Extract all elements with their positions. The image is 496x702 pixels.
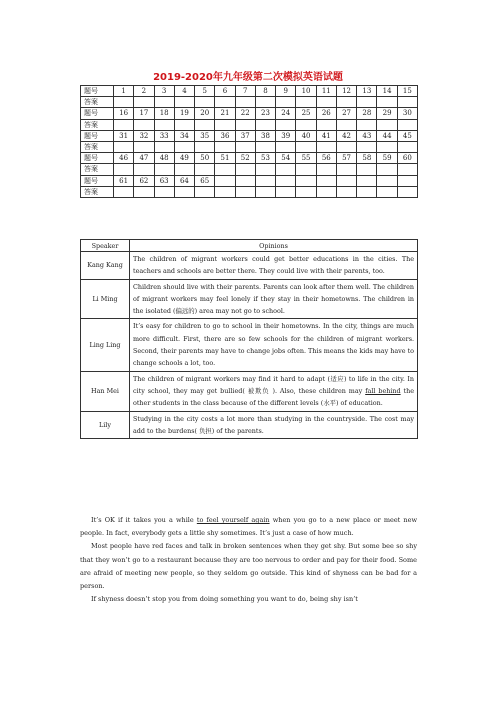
answer-blank-cell[interactable] [195, 97, 215, 108]
question-number-cell: 62 [134, 175, 154, 186]
passage-paragraph [80, 514, 417, 540]
question-number-cell: 3 [154, 86, 174, 97]
answer-blank-cell[interactable] [235, 164, 255, 175]
answer-blank-cell[interactable] [276, 141, 296, 152]
answer-row [81, 186, 418, 197]
speaker-cell: Ling Ling [81, 319, 130, 371]
answer-blank-cell[interactable] [296, 97, 316, 108]
question-number-cell: 20 [195, 108, 215, 119]
answer-blank-cell[interactable] [114, 97, 134, 108]
answer-blank-cell[interactable] [114, 186, 134, 197]
question-number-cell: 47 [134, 153, 154, 164]
paragraph-text: It’s OK if it takes you a while [91, 516, 197, 524]
answer-blank-cell[interactable] [134, 119, 154, 130]
answer-blank-cell[interactable] [377, 119, 397, 130]
answer-blank-cell[interactable] [235, 141, 255, 152]
speaker-header: Speaker [81, 240, 130, 252]
question-number-cell: 42 [336, 130, 356, 141]
opinion-text-cell [130, 371, 418, 411]
opinion-text-cell [130, 411, 418, 439]
answer-blank-cell[interactable] [255, 97, 275, 108]
question-number-cell: 52 [235, 153, 255, 164]
answer-blank-cell[interactable] [276, 97, 296, 108]
question-number-cell: 24 [276, 108, 296, 119]
underlined-phrase: fall behind [365, 386, 401, 395]
passage-paragraph [80, 540, 417, 593]
question-number-cell: 18 [154, 108, 174, 119]
speaker-cell: Kang Kang [81, 252, 130, 280]
question-number-cell: 51 [215, 153, 235, 164]
question-number-cell: 21 [215, 108, 235, 119]
opinion-row [81, 371, 418, 411]
question-number-cell: 46 [114, 153, 134, 164]
answer-blank-cell[interactable] [174, 97, 194, 108]
question-number-cell: 37 [235, 130, 255, 141]
question-number-cell: 1 [114, 86, 134, 97]
speaker-cell: Li Ming [81, 279, 130, 319]
answer-label-cell: 答案 [81, 97, 114, 108]
question-number-cell: 7 [235, 86, 255, 97]
underlined-phrase: to feel yourself again [196, 516, 270, 524]
question-number-cell: 53 [255, 153, 275, 164]
answer-blank-cell[interactable] [397, 119, 417, 130]
question-number-cell: 14 [377, 86, 397, 97]
answer-blank-cell[interactable] [377, 141, 397, 152]
question-number-cell: 10 [296, 86, 316, 97]
question-number-cell: 36 [215, 130, 235, 141]
question-number-cell: 58 [357, 153, 377, 164]
question-number-cell [377, 175, 397, 186]
opinion-text-cell [130, 319, 418, 371]
answer-blank-cell[interactable] [296, 164, 316, 175]
question-number-cell: 49 [174, 153, 194, 164]
speaker-cell: Lily [81, 411, 130, 439]
question-label-cell: 题号 [81, 175, 114, 186]
answer-blank-cell[interactable] [357, 164, 377, 175]
answer-blank-cell[interactable] [134, 164, 154, 175]
answer-label-cell: 答案 [81, 119, 114, 130]
answer-blank-cell[interactable] [276, 119, 296, 130]
opinions-table [80, 239, 418, 439]
question-number-cell [235, 175, 255, 186]
answer-blank-cell[interactable] [134, 186, 154, 197]
question-number-cell: 56 [316, 153, 336, 164]
answer-blank-cell[interactable] [336, 119, 356, 130]
answer-blank-cell[interactable] [316, 141, 336, 152]
question-number-cell: 40 [296, 130, 316, 141]
question-number-cell: 15 [397, 86, 417, 97]
answer-blank-cell[interactable] [377, 186, 397, 197]
question-number-cell: 63 [154, 175, 174, 186]
question-number-cell: 2 [134, 86, 154, 97]
answer-blank-cell[interactable] [255, 141, 275, 152]
opinion-row [81, 319, 418, 371]
answer-blank-cell[interactable] [255, 186, 275, 197]
question-number-cell: 9 [276, 86, 296, 97]
answer-blank-cell[interactable] [114, 164, 134, 175]
answer-blank-cell[interactable] [357, 97, 377, 108]
question-number-cell: 54 [276, 153, 296, 164]
question-number-cell: 65 [195, 175, 215, 186]
question-number-cell: 27 [336, 108, 356, 119]
answer-blank-cell[interactable] [174, 164, 194, 175]
answer-blank-cell[interactable] [316, 164, 336, 175]
question-number-cell: 34 [174, 130, 194, 141]
paragraph-text: Most people have red faces and talk in broken sentences when they get shy. But some bee so shy that they won’t go to a restaurant because they are too nervous to order and pay for their food. Some are afraid of meeting new people, so they seldom go outside. This kind of shyness can be bad for a person. [80, 542, 417, 591]
answer-blank-cell[interactable] [195, 119, 215, 130]
opinion-row [81, 411, 418, 439]
answer-blank-cell[interactable] [134, 97, 154, 108]
answer-blank-cell[interactable] [336, 186, 356, 197]
question-number-row [81, 153, 418, 164]
question-number-cell: 41 [316, 130, 336, 141]
answer-blank-cell[interactable] [215, 186, 235, 197]
question-number-cell: 5 [195, 86, 215, 97]
answer-blank-cell[interactable] [154, 186, 174, 197]
question-number-cell: 33 [154, 130, 174, 141]
opinions-header: Opinions [130, 240, 418, 252]
question-number-cell: 32 [134, 130, 154, 141]
question-number-cell [336, 175, 356, 186]
question-number-cell: 31 [114, 130, 134, 141]
answer-row [81, 119, 418, 130]
question-number-cell: 59 [377, 153, 397, 164]
passage-paragraph [80, 593, 417, 606]
answer-blank-cell[interactable] [357, 141, 377, 152]
question-number-cell: 4 [174, 86, 194, 97]
question-number-cell: 30 [397, 108, 417, 119]
question-number-cell: 25 [296, 108, 316, 119]
answer-blank-cell[interactable] [215, 97, 235, 108]
answer-blank-cell[interactable] [357, 119, 377, 130]
answer-blank-cell[interactable] [377, 164, 397, 175]
answer-blank-cell[interactable] [114, 119, 134, 130]
opinion-text: Children should live with their parents. Parents can look after them well. The children of migrant workers may feel lonely if they stay in their hometowns. The children in the isolated (偏远的) area may not go to school. [133, 282, 414, 316]
answer-blank-cell[interactable] [316, 119, 336, 130]
opinion-text-cell [130, 252, 418, 280]
question-number-cell: 50 [195, 153, 215, 164]
question-number-row [81, 86, 418, 97]
answer-blank-cell[interactable] [336, 164, 356, 175]
answer-blank-cell[interactable] [195, 164, 215, 175]
answer-blank-cell[interactable] [215, 119, 235, 130]
answer-row [81, 164, 418, 175]
answer-blank-cell[interactable] [174, 186, 194, 197]
answer-label-cell: 答案 [81, 141, 114, 152]
answer-blank-cell[interactable] [154, 141, 174, 152]
opinion-text: the other students in the class because of the different levels (水平) of education. [133, 386, 414, 408]
question-number-cell: 48 [154, 153, 174, 164]
answer-blank-cell[interactable] [114, 141, 134, 152]
question-number-cell: 11 [316, 86, 336, 97]
answer-label-cell: 答案 [81, 186, 114, 197]
question-number-cell: 55 [296, 153, 316, 164]
opinion-text: Studying in the city costs a lot more than studying in the countryside. The cost may add to the burdens( 负担) of the parents. [133, 414, 414, 435]
question-number-cell [357, 175, 377, 186]
answer-blank-cell[interactable] [336, 141, 356, 152]
question-number-cell [276, 175, 296, 186]
answer-blank-cell[interactable] [235, 186, 255, 197]
question-number-row [81, 130, 418, 141]
paragraph-text: when you go to a new place or meet new people. In fact, everybody gets a little shy sometimes. It’s just a case of how much. [80, 516, 418, 538]
question-number-cell: 13 [357, 86, 377, 97]
answer-blank-cell[interactable] [235, 97, 255, 108]
question-number-cell: 29 [377, 108, 397, 119]
question-number-cell: 17 [134, 108, 154, 119]
question-number-cell: 43 [357, 130, 377, 141]
opinion-text: It’s easy for children to go to school in their hometowns. In the city, things are much more difficult. First, there are so few schools for the children of migrant workers. Second, their parents may have to change jobs often. This means the kids may have to change schools a lot, too. [133, 322, 414, 368]
answer-blank-cell[interactable] [154, 97, 174, 108]
question-number-cell: 8 [255, 86, 275, 97]
question-number-row [81, 108, 418, 119]
question-number-cell: 35 [195, 130, 215, 141]
question-number-cell: 19 [174, 108, 194, 119]
opinion-text: The children of migrant workers could get better educations in the cities. The teachers and schools are better there. They could live with their parents, too. [133, 255, 414, 276]
question-number-cell: 26 [316, 108, 336, 119]
answer-blank-cell[interactable] [296, 186, 316, 197]
question-number-cell: 38 [255, 130, 275, 141]
question-number-cell: 16 [114, 108, 134, 119]
answer-blank-cell[interactable] [316, 186, 336, 197]
answer-blank-cell[interactable] [296, 141, 316, 152]
question-number-cell: 23 [255, 108, 275, 119]
page-title: 2019-2020年九年级第二次模拟英语试题 [153, 72, 343, 83]
reading-passage [80, 514, 417, 606]
answer-blank-cell[interactable] [195, 141, 215, 152]
answer-grid [80, 85, 418, 198]
paragraph-text: If shyness doesn’t stop you from doing something you want to do, being shy isn’t [91, 595, 358, 604]
opinion-row [81, 279, 418, 319]
opinion-text-cell [130, 279, 418, 319]
answer-blank-cell[interactable] [336, 97, 356, 108]
question-number-cell: 22 [235, 108, 255, 119]
question-number-cell: 12 [336, 86, 356, 97]
answer-blank-cell[interactable] [134, 141, 154, 152]
answer-row [81, 97, 418, 108]
question-number-cell: 44 [377, 130, 397, 141]
question-label-cell: 题号 [81, 108, 114, 119]
answer-blank-cell[interactable] [215, 141, 235, 152]
answer-blank-cell[interactable] [235, 119, 255, 130]
question-number-cell: 6 [215, 86, 235, 97]
opinion-row [81, 252, 418, 280]
question-number-cell [296, 175, 316, 186]
question-number-row [81, 175, 418, 186]
answer-blank-cell[interactable] [397, 164, 417, 175]
question-number-cell [397, 175, 417, 186]
opinion-text: The children of migrant workers may find it hard to adapt (适应) to life in the city. In city school, they may get bullied( 被欺负 ). Also, these children may [133, 374, 414, 395]
answer-blank-cell[interactable] [276, 164, 296, 175]
question-number-cell: 39 [276, 130, 296, 141]
question-number-cell: 28 [357, 108, 377, 119]
answer-blank-cell[interactable] [255, 119, 275, 130]
question-number-cell [255, 175, 275, 186]
question-number-cell: 64 [174, 175, 194, 186]
answer-blank-cell[interactable] [215, 164, 235, 175]
answer-blank-cell[interactable] [377, 97, 397, 108]
question-number-cell [215, 175, 235, 186]
answer-blank-cell[interactable] [316, 97, 336, 108]
answer-blank-cell[interactable] [397, 141, 417, 152]
answer-blank-cell[interactable] [154, 164, 174, 175]
answer-blank-cell[interactable] [397, 186, 417, 197]
question-label-cell: 题号 [81, 130, 114, 141]
question-number-cell: 61 [114, 175, 134, 186]
answer-blank-cell[interactable] [255, 164, 275, 175]
question-number-cell: 60 [397, 153, 417, 164]
answer-blank-cell[interactable] [296, 119, 316, 130]
answer-blank-cell[interactable] [174, 141, 194, 152]
question-label-cell: 题号 [81, 86, 114, 97]
answer-blank-cell[interactable] [397, 97, 417, 108]
question-number-cell: 45 [397, 130, 417, 141]
answer-blank-cell[interactable] [195, 186, 215, 197]
speaker-cell: Han Mei [81, 371, 130, 411]
answer-blank-cell[interactable] [174, 119, 194, 130]
answer-blank-cell[interactable] [357, 186, 377, 197]
answer-row [81, 141, 418, 152]
answer-blank-cell[interactable] [276, 186, 296, 197]
question-number-cell: 57 [336, 153, 356, 164]
answer-blank-cell[interactable] [154, 119, 174, 130]
answer-label-cell: 答案 [81, 164, 114, 175]
question-number-cell [316, 175, 336, 186]
question-label-cell: 题号 [81, 153, 114, 164]
